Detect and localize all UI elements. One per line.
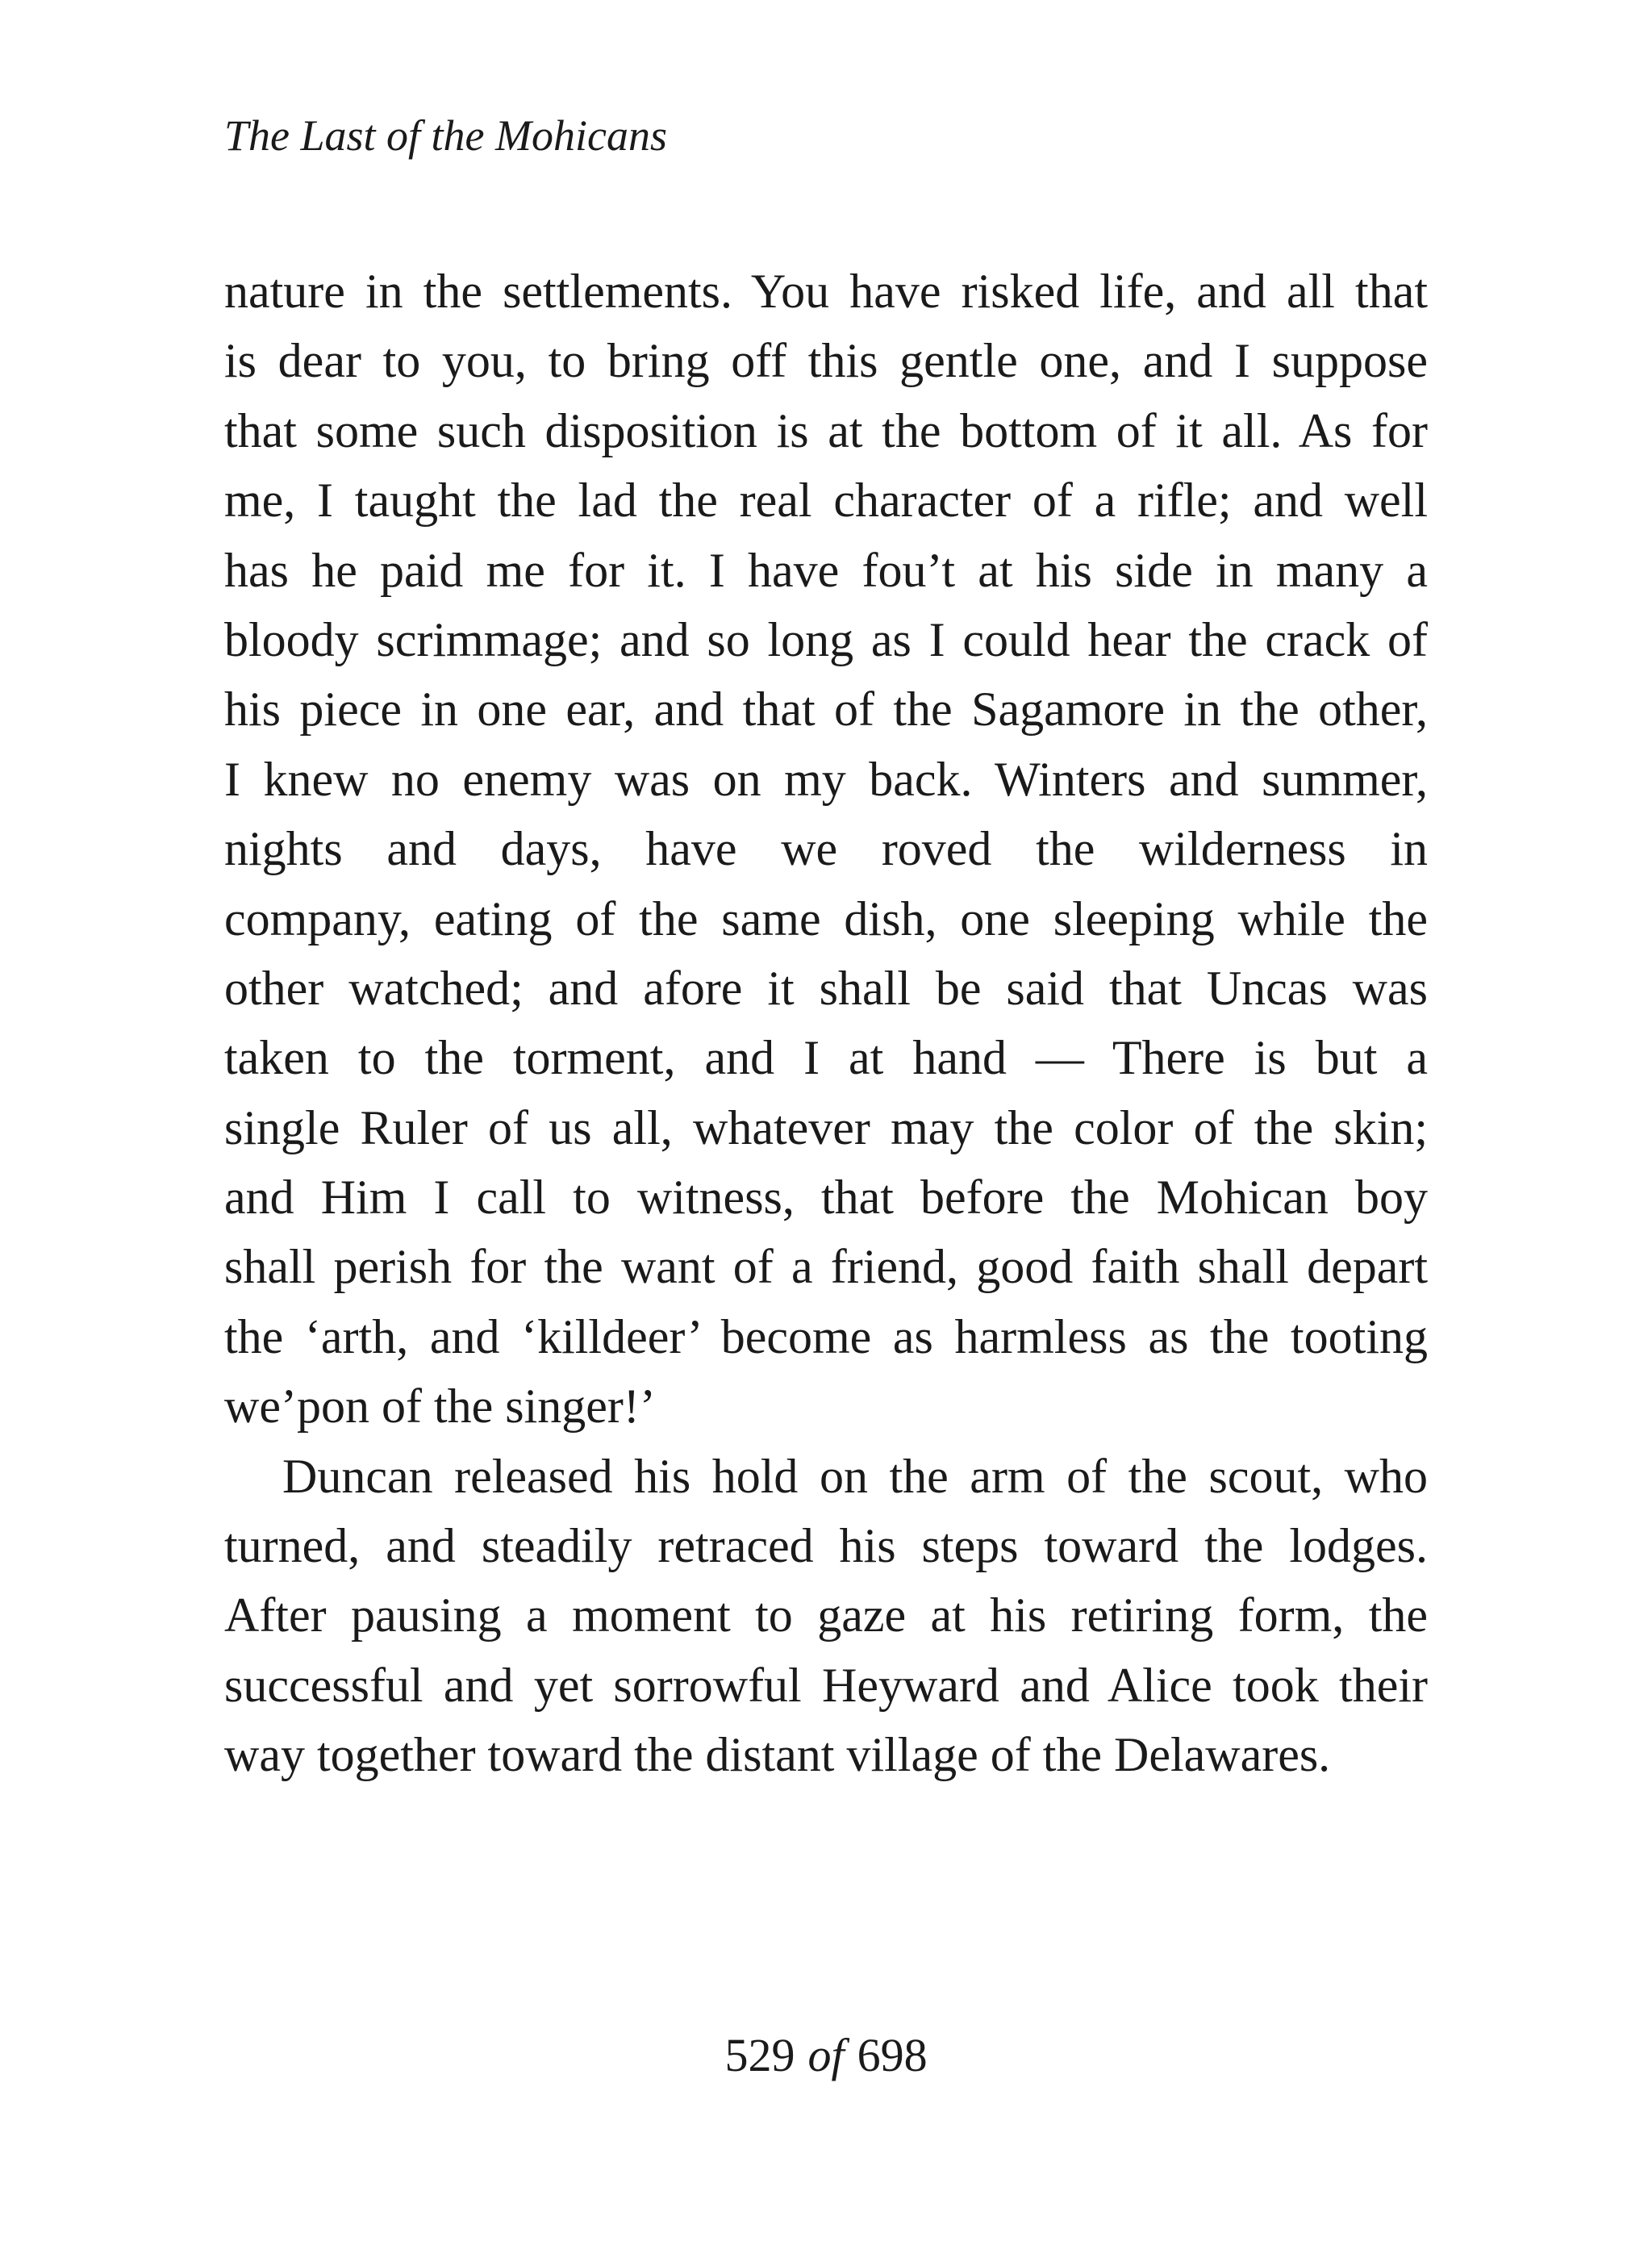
body-text [224,257,1428,1790]
text-line: the ‘arth, and ‘killdeer’ become as harmless as the tooting [224,1309,1428,1363]
text-line: company, eating of the same dish, one sleeping while the [224,891,1428,945]
running-head: The Last of the Mohicans [224,111,667,160]
text-line: After pausing a moment to gaze at his retiring form, the [224,1588,1428,1642]
text-line: bloody scrimmage; and so long as I could hear the crack of [224,612,1428,666]
text-line: taken to the torment, and I at hand — There is but a [224,1031,1428,1085]
paragraph [224,1442,1428,1790]
text-line: I knew no enemy was on my back. Winters and summer, [224,752,1428,806]
paragraph [224,257,1428,1442]
text-line: way together toward the distant village of the Delawares. [224,1728,1331,1782]
text-line: other watched; and afore it shall be said that Uncas was [224,961,1428,1015]
current-page: 529 [724,2029,795,2081]
text-line: and Him I call to witness, that before the Mohican boy [224,1171,1428,1225]
text-line: Duncan released his hold on the arm of the scout, who [282,1449,1428,1503]
text-line: nights and days, have we roved the wilderness in [224,822,1428,876]
text-line: turned, and steadily retraced his steps toward the lodges. [224,1519,1428,1573]
text-line: single Ruler of us all, whatever may the color of the skin; [224,1100,1428,1154]
text-line: we’pon of the singer!’ [224,1380,656,1434]
text-line: successful and yet sorrowful Heyward and Alice took their [224,1658,1428,1712]
text-line: his piece in one ear, and that of the Sagamore in the other, [224,682,1428,737]
text-line: is dear to you, to bring off this gentle one, and I suppose [224,334,1428,388]
text-line: has he paid me for it. I have fou’t at his side in many a [224,543,1428,597]
text-line: me, I taught the lad the real character of a rifle; and well [224,474,1428,528]
text-line: shall perish for the want of a friend, good faith shall depart [224,1240,1428,1294]
total-pages: 698 [857,2029,928,2081]
page-separator: of [807,2029,845,2081]
page-number [0,2023,1652,2088]
text-line: that some such disposition is at the bottom of it all. As for [224,403,1428,457]
text-line: nature in the settlements. You have risked life, and all that [224,265,1428,318]
